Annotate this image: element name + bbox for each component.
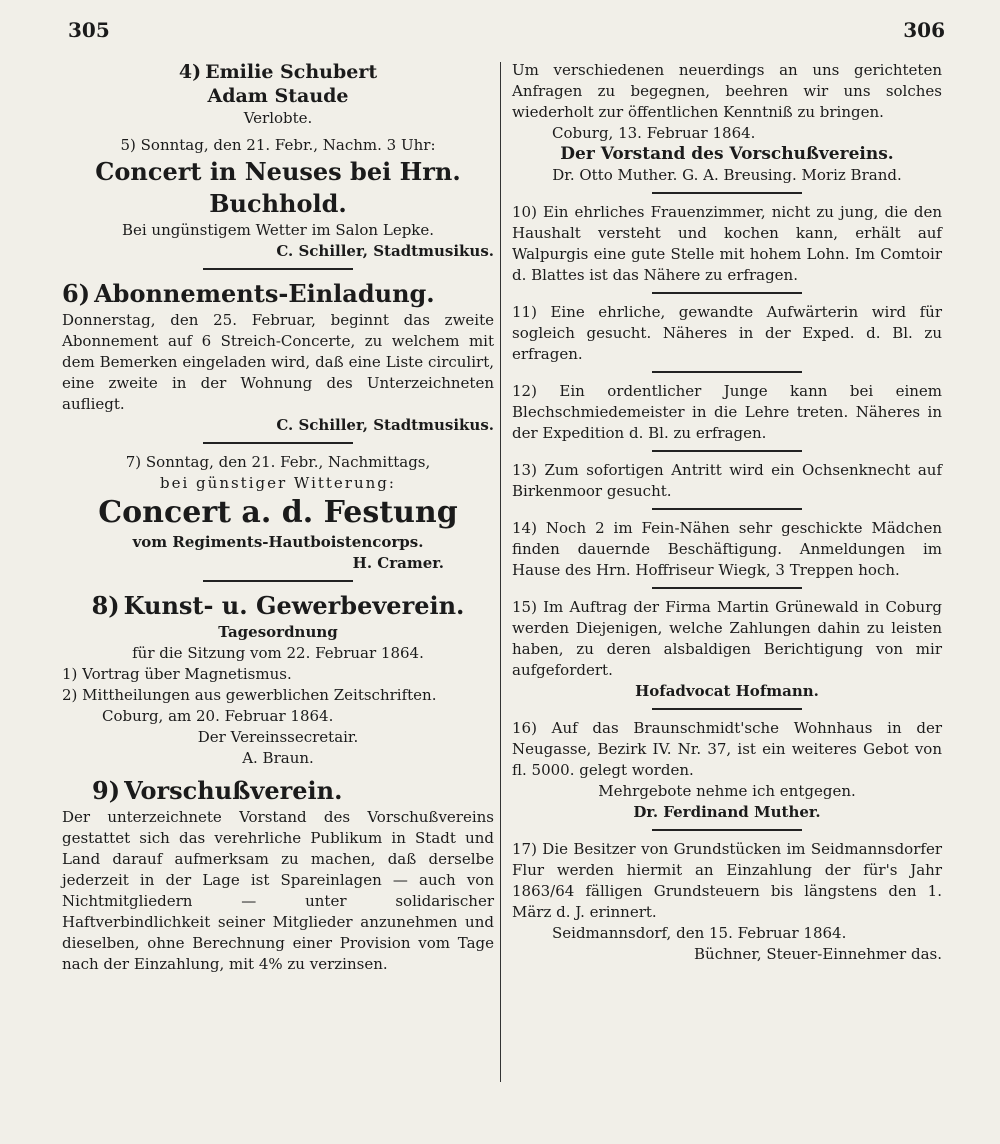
ad-9-title: Vorschußverein. (124, 776, 343, 805)
ad-11-text: 11) Eine ehrliche, gewandte Aufwärterin wird für sogleich gesucht. Näheres in der Exped. d. Bl. zu erfragen. (512, 303, 942, 363)
ad-5-title: Concert in Neuses bei Hrn. Buchhold. (95, 157, 461, 218)
ad-6-signature: C. Schiller, Stadtmusikus. (276, 416, 494, 434)
page-number-right: 306 (903, 18, 945, 42)
separator-rule (652, 708, 802, 710)
separator-rule (203, 268, 353, 270)
ad-8-date: Coburg, am 20. Februar 1864. (102, 707, 334, 725)
ad-10-text: 10) Ein ehrliches Frauenzimmer, nicht zu jung, die den Haushalt versteht und kochen kann, erhält auf Walpurgis eine gute Stelle mit hohem Lohn. Im Comtoir d. Blattes ist das Nähere zu erfragen. (512, 203, 942, 284)
ad-7-corps: vom Regiments-Hautboistencorps. (132, 533, 424, 551)
ad-9-cont-text: Um verschiedenen neuerdings an uns gerichteten Anfragen zu begegnen, beehren wir uns solches wiederholt zur öffentlichen Kenntniß zu bringen. (512, 61, 942, 121)
ad-16-text: 16) Auf das Braunschmidt'sche Wohnhaus in der Neugasse, Bezirk IV. Nr. 37, ist ein weiteres Gebot von fl. 5000. gelegt worden. (512, 719, 942, 779)
engagement-note: Verlobte. (243, 109, 313, 127)
ad-8-title: Kunst- u. Gewerbeverein. (123, 591, 465, 620)
right-column (512, 60, 942, 971)
ad-7-title: Concert a. d. Festung (98, 495, 458, 530)
ad-8-role: Der Vereinssecretair. (197, 728, 359, 746)
separator-rule (652, 587, 802, 589)
engaged-name-2: Adam Staude (207, 85, 349, 107)
ad-8-arts-crafts-society (62, 590, 494, 769)
ad-13-text: 13) Zum sofortigen Antritt wird ein Ochsenknecht auf Birkenmoor gesucht. (512, 461, 942, 500)
agenda-item-2: 2) Mittheilungen aus gewerblichen Zeitschriften. (62, 686, 437, 704)
ad-9-cont-title: Der Vorstand des Vorschußvereins. (560, 144, 894, 164)
ad-15-signature: Hofadvocat Hofmann. (635, 682, 819, 700)
ad-17 (512, 839, 942, 965)
ad-9-continuation (512, 60, 942, 186)
separator-rule (652, 508, 802, 510)
ad-17-signature: Büchner, Steuer-Einnehmer das. (694, 945, 942, 963)
column-divider (500, 62, 501, 1082)
separator-rule (203, 442, 353, 444)
separator-rule (652, 292, 802, 294)
ad-17-text: 17) Die Besitzer von Grundstücken im Seidmannsdorfer Flur werden hiermit an Einzahlung der für's Jahr 1863/64 fälligen Grundsteuern bis längstens den 1. März d. J. erinnert. (512, 840, 942, 921)
ad-8-meeting-line: für die Sitzung vom 22. Februar 1864. (132, 644, 424, 662)
ad-14-text: 14) Noch 2 im Fein-Nähen sehr geschickte Mädchen finden dauernde Beschäftigung. Anmeldungen im Hause des Hrn. Hoffriseur Wiegk, 3 Treppen hoch. (512, 519, 942, 579)
ad-16-line2: Mehrgebote nehme ich entgegen. (598, 782, 856, 800)
ad-16 (512, 718, 942, 823)
ad-number: 9) (92, 776, 121, 805)
ad-16-signature: Dr. Ferdinand Muther. (633, 803, 821, 821)
ad-12-text: 12) Ein ordentlicher Junge kann bei einem Blechschmiedemeister in die Lehre treten. Näheres in der Expedition d. Bl. zu erfragen. (512, 382, 942, 442)
ad-5-concert-neuses (62, 135, 494, 262)
ad-9-cont-date: Coburg, 13. Februar 1864. (552, 124, 756, 142)
separator-rule (203, 580, 353, 582)
ad-number: 6) (62, 279, 91, 308)
ad-4-engagement (62, 60, 494, 129)
ad-9-text: Der unterzeichnete Vorstand des Vorschußvereins gestattet sich das verehrliche Publikum in Stadt und Land darauf aufmerksam zu machen, daß derselbe jederzeit in der Lage ist Spareinlagen — auch von Nichtmitgliedern — unter solidarischer Haftverbindlichkeit seiner Mitglieder anzunehmen und dieselben, ohne Berechnung einer Provision vom Tage nach der Einzahlung, mit 4% zu verzinsen. (62, 808, 494, 973)
left-column (62, 60, 494, 981)
ad-6-title: Abonnements-Einladung. (94, 279, 435, 308)
ad-5-dateline: 5) Sonntag, den 21. Febr., Nachm. 3 Uhr: (120, 136, 436, 154)
ad-15 (512, 597, 942, 702)
ad-6-text: Donnerstag, den 25. Februar, beginnt das zweite Abonnement auf 6 Streich-Concerte, zu welchem mit dem Bemerken eingeladen wird, daß eine Liste circulirt, eine zweite in der Wohnung des Unterzeichneten aufliegt. (62, 311, 494, 413)
engaged-name-1: Emilie Schubert (205, 61, 378, 83)
separator-rule (652, 450, 802, 452)
ad-9-loan-association (62, 775, 494, 975)
ad-8-signature: A. Braun. (242, 749, 314, 767)
ad-number: 8) (91, 591, 120, 620)
ad-6-subscription (62, 278, 494, 436)
separator-rule (652, 192, 802, 194)
ad-9-cont-names: Dr. Otto Muther. G. A. Breusing. Moriz Brand. (552, 166, 902, 184)
agenda-item-1: 1) Vortrag über Magnetismus. (62, 665, 292, 683)
ad-number: 4) (178, 61, 202, 83)
ad-17-date: Seidmannsdorf, den 15. Februar 1864. (552, 924, 847, 942)
ad-7-weather: bei günstiger Witterung: (160, 474, 396, 492)
ad-5-signature: C. Schiller, Stadtmusikus. (276, 242, 494, 260)
ad-7-signature: H. Cramer. (352, 554, 444, 572)
ad-7-fortress-concert (62, 452, 494, 574)
ad-8-subtitle: Tagesordnung (218, 623, 338, 641)
ad-7-dateline: 7) Sonntag, den 21. Febr., Nachmittags, (125, 453, 431, 471)
page-number-left: 305 (68, 18, 110, 42)
ad-5-weather-note: Bei ungünstigem Wetter im Salon Lepke. (121, 221, 435, 239)
separator-rule (652, 829, 802, 831)
ad-15-text: 15) Im Auftrag der Firma Martin Grünewald in Coburg werden Diejenigen, welche Zahlungen dahin zu leisten haben, zu deren alsbaldigen Berichtigung von mir aufgefordert. (512, 598, 942, 679)
separator-rule (652, 371, 802, 373)
